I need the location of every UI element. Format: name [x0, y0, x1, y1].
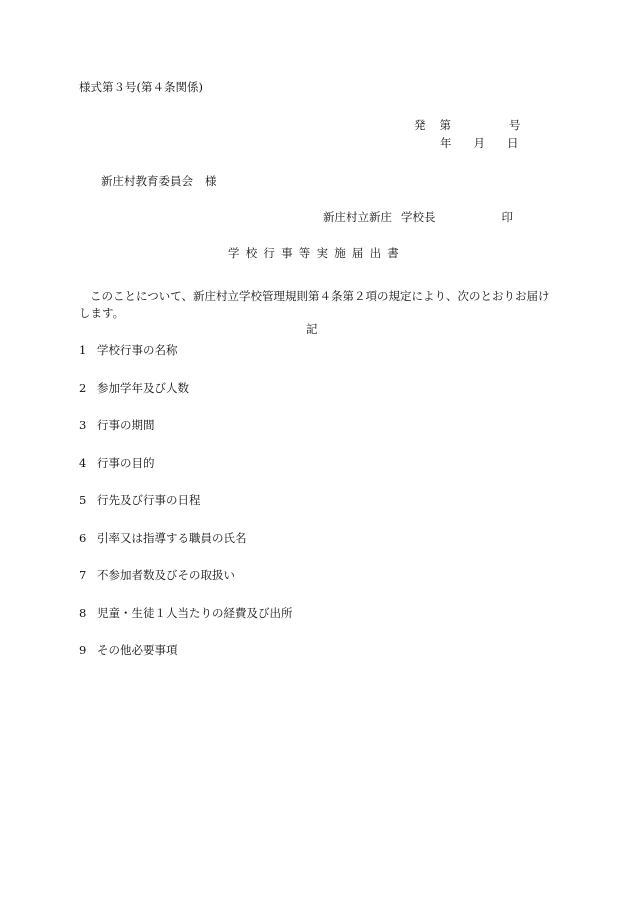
body-paragraph: このことについて、新庄村立学校管理規則第４条第２項の規定により、次のとおりお届けします。 — [79, 289, 550, 320]
list-item — [79, 419, 293, 457]
issue-prefix: 発 — [414, 118, 426, 132]
addressee-honorific: 様 — [205, 174, 217, 188]
item-number: 2 — [79, 380, 87, 395]
sender-title: 学校長 — [401, 210, 436, 224]
date-day: 日 — [507, 136, 519, 150]
document-title: 学校行事等実施届出書 — [228, 246, 405, 260]
issue-go: 号 — [509, 118, 521, 132]
list-item — [79, 344, 293, 382]
item-number: 1 — [79, 343, 87, 357]
issue-number-line — [414, 120, 521, 132]
list-item — [79, 607, 293, 645]
item-number: 3 — [79, 418, 87, 432]
list-item — [79, 569, 293, 607]
item-number: 7 — [79, 568, 87, 582]
sender — [323, 212, 513, 224]
list-item — [79, 382, 293, 420]
date-year: 年 — [440, 136, 452, 150]
item-label: 行事の期間 — [97, 418, 155, 432]
date-month: 月 — [473, 136, 485, 150]
item-number: 4 — [79, 455, 87, 470]
item-number: 9 — [79, 643, 87, 657]
list-item — [79, 644, 293, 682]
issue-date-line — [440, 138, 519, 150]
item-label: 不参加者数及びその取扱い — [97, 568, 235, 582]
item-label: その他必要事項 — [97, 643, 178, 657]
list-item — [79, 532, 293, 570]
sender-school: 新庄村立新庄 — [323, 210, 392, 224]
addressee-name: 新庄村教育委員会 — [101, 174, 193, 188]
issue-dai: 第 — [439, 118, 451, 132]
item-label: 学校行事の名称 — [97, 343, 178, 357]
item-label: 行先及び行事の日程 — [97, 493, 201, 507]
item-label: 参加学年及び人数 — [97, 380, 189, 395]
item-number: 8 — [79, 605, 87, 620]
item-label: 行事の目的 — [97, 455, 155, 470]
addressee — [101, 176, 217, 188]
item-list — [79, 344, 293, 682]
item-label: 児童・生徒１人当たりの経費及び出所 — [97, 605, 293, 620]
item-label: 引率又は指導する職員の氏名 — [97, 530, 247, 545]
form-number: 様式第３号(第４条関係) — [79, 80, 203, 94]
sender-seal: 印 — [501, 210, 513, 224]
item-number: 5 — [79, 493, 87, 507]
ki-heading: 記 — [306, 322, 318, 336]
list-item — [79, 457, 293, 495]
item-number: 6 — [79, 530, 87, 545]
list-item — [79, 494, 293, 532]
